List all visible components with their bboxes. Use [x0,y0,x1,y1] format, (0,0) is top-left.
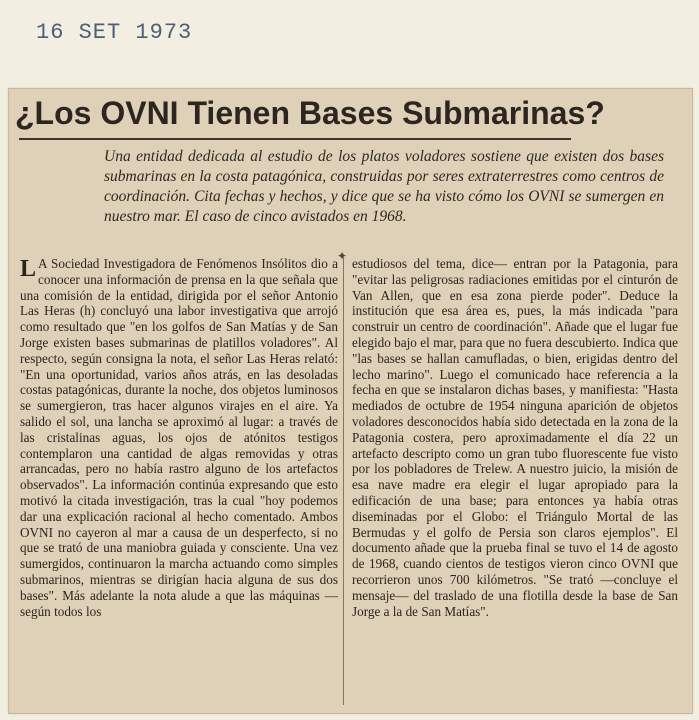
drop-cap: L [20,256,37,282]
article-text-right: estudiosos del tema, dice— entran por la Patagonia, para "evitar las peligrosas radiaciones emitidas por el cinturón de Van Allen, que en esa zona pierde poder". Deduce la institución que esa área es, pues, la más indicada "para construir un centro de coordinación". Añade que el lugar fue elegido bajo el mar, para que no fuera descubierto. Indica que "las bases se hallan camufladas, o bien, erigidas dentro del lecho marino". Luego el comunicado hace referencia a la fecha en que se instalaron dichas bases, y manifiesta: "Hasta mediados de octubre de 1954 ninguna aparición de objetos voladores desconocidos había sido detectada en la zona de la Patagonia costera, pero aproximadamente el día 22 un artefacto descripto como un gran tubo fluorescente fue visto por los pobladores de Trelew. A nuestro juicio, la misión de esa nave madre era elegir el lugar apropiado para la edificación de una base; para entonces ya había otras diseminadas por el Globo: el Triángulo Mortal de las Bermudas y el golfo de Persia son claros ejemplos". El documento añade que la prueba final se tuvo el 14 de agosto de 1968, cuando cientos de testigos vieron cinco OVNI que recorrieron unos 700 kilómetros. "Se trató —concluye el mensaje— del traslado de una flotilla desde la base de San Jorge a la de San Matías". [352,256,678,619]
newspaper-clipping [8,88,693,714]
headline: ¿Los OVNI Tienen Bases Submarinas? [15,95,605,131]
column-divider [343,257,344,705]
column-divider-ornament: ✦ [337,249,348,263]
article-column-left [20,256,338,619]
article-column-right [352,256,678,619]
date-stamp: 16 SET 1973 [36,20,193,45]
article-text-left: A Sociedad Investigadora de Fenómenos Insólitos dio a conocer una información de prensa en la que señala que una comisión de la entidad, dirigida por el señor Antonio Las Heras (h) concluyó una labor investigativa que arrojó como resultado que "en los golfos de San Matías y de San Jorge existen bases submarinas de platillos voladores". Al respecto, según consigna la nota, el señor Las Heras relató: "En una oportunidad, varios años atrás, en las desoladas costas patagónicas, durante la noche, dos objetos luminosos se sumergieron, tras hacer algunos virajes en el aire. Ya salido el sol, una lancha se aproximó al lugar: a través de las cristalinas aguas, los ojos de atónitos testigos contemplaron una cantidad de algas removidas y otras arrancadas, pero no había rastro alguno de los artefactos observados". La información continúa expresando que esto motivó la citada investigación, tras la cual "hoy podemos dar una explicación racional al hecho comentado. Ambos OVNI no cayeron al mar a causa de un desperfecto, si no que se trató de una maniobra guiada y consciente. Una vez sumergidos, continuaron la marcha actuando como simples submarinos, mientras se dirigían hacia alguna de sus dos bases". Más adelante la nota alude a que las máquinas —según todos los [20,256,338,619]
subheadline: Una entidad dedicada al estudio de los platos voladores sostiene que existen dos bases submarinas en la costa patagónica, construidas por seres extraterrestres como centros de coordinación. Cita fechas y hechos, y dice que se ha visto cómo los OVNI se sumergen en nuestro mar. El caso de cinco avistados en 1968. [104,148,664,225]
headline-rule [19,138,571,140]
